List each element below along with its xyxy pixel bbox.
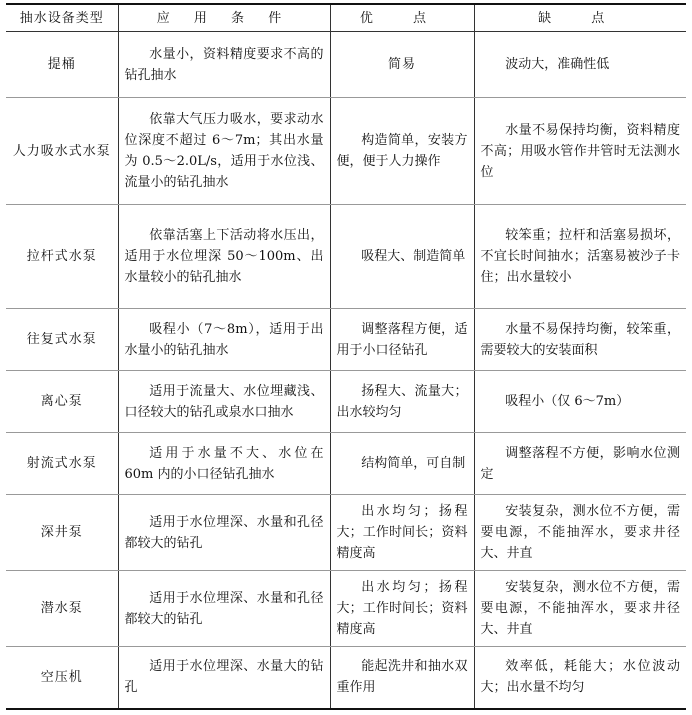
cell-advantages: 能起洗井和抽水双重作用 (330, 647, 474, 709)
cell-conditions: 水量小，资料精度要求不高的钻孔抽水 (118, 32, 330, 98)
cell-type: 人力吸水式水泵 (6, 98, 118, 205)
cell-type: 离心泵 (6, 371, 118, 433)
pump-comparison-table (6, 3, 686, 710)
cell-type: 潜水泵 (6, 571, 118, 647)
cell-advantages: 出水均匀；扬程大；工作时间长；资料精度高 (330, 495, 474, 571)
cell-disadvantages: 效率低，耗能大；水位波动大；出水量不均匀 (474, 647, 686, 709)
table-row (6, 495, 686, 571)
cell-disadvantages: 调整落程不方便，影响水位测定 (474, 433, 686, 495)
header-row (6, 4, 686, 32)
cell-advantages: 构造简单，安装方便，便于人力操作 (330, 98, 474, 205)
table-row (6, 371, 686, 433)
cell-type: 往复式水泵 (6, 309, 118, 371)
table-row (6, 647, 686, 709)
table-row (6, 98, 686, 205)
cell-conditions: 依靠大气压力吸水，要求动水位深度不超过 6～7m；其出水量为 0.5～2.0L/s，适用于水位浅、流量小的钻孔抽水 (118, 98, 330, 205)
cell-type: 深井泵 (6, 495, 118, 571)
cell-disadvantages: 吸程小（仅 6～7m） (474, 371, 686, 433)
cell-conditions: 吸程小（7～8m），适用于出水量小的钻孔抽水 (118, 309, 330, 371)
cell-advantages: 扬程大、流量大；出水较均匀 (330, 371, 474, 433)
cell-disadvantages: 安装复杂，测水位不方便，需要电源，不能抽浑水，要求井径大、井直 (474, 495, 686, 571)
cell-type: 射流式水泵 (6, 433, 118, 495)
cell-conditions: 适用于水位埋深、水量和孔径都较大的钻孔 (118, 495, 330, 571)
cell-type: 拉杆式水泵 (6, 205, 118, 309)
header-equipment-type: 抽水设备类型 (6, 4, 118, 32)
cell-advantages: 结构简单，可自制 (330, 433, 474, 495)
table-row (6, 32, 686, 98)
cell-disadvantages: 波动大，准确性低 (474, 32, 686, 98)
header-disadvantages: 缺 点 (474, 4, 686, 32)
table-row (6, 433, 686, 495)
cell-conditions: 适用于流量大、水位埋藏浅、口径较大的钻孔或泉水口抽水 (118, 371, 330, 433)
cell-disadvantages: 安装复杂，测水位不方便，需要电源，不能抽浑水，要求井径大、井直 (474, 571, 686, 647)
cell-advantages: 简易 (330, 32, 474, 98)
header-advantages: 优 点 (330, 4, 474, 32)
cell-conditions: 适用于水位埋深、水量和孔径都较大的钻孔 (118, 571, 330, 647)
table-row (6, 205, 686, 309)
cell-conditions: 适用于水位埋深、水量大的钻孔 (118, 647, 330, 709)
cell-disadvantages: 水量不易保持均衡，资料精度不高；用吸水管作井管时无法测水位 (474, 98, 686, 205)
cell-type: 空压机 (6, 647, 118, 709)
cell-advantages: 调整落程方便，适用于小口径钻孔 (330, 309, 474, 371)
cell-conditions: 依靠活塞上下活动将水压出，适用于水位埋深 50～100m、出水量较小的钻孔抽水 (118, 205, 330, 309)
cell-advantages: 出水均匀；扬程大；工作时间长；资料精度高 (330, 571, 474, 647)
cell-conditions: 适用于水量不大、水位在 60m 内的小口径钻孔抽水 (118, 433, 330, 495)
table-row (6, 571, 686, 647)
cell-type: 提桶 (6, 32, 118, 98)
cell-advantages: 吸程大、制造简单 (330, 205, 474, 309)
header-conditions: 应 用 条 件 (118, 4, 330, 32)
cell-disadvantages: 水量不易保持均衡，较笨重，需要较大的安装面积 (474, 309, 686, 371)
table-row (6, 309, 686, 371)
cell-disadvantages: 较笨重；拉杆和活塞易损坏，不宜长时间抽水；活塞易被沙子卡住；出水量较小 (474, 205, 686, 309)
